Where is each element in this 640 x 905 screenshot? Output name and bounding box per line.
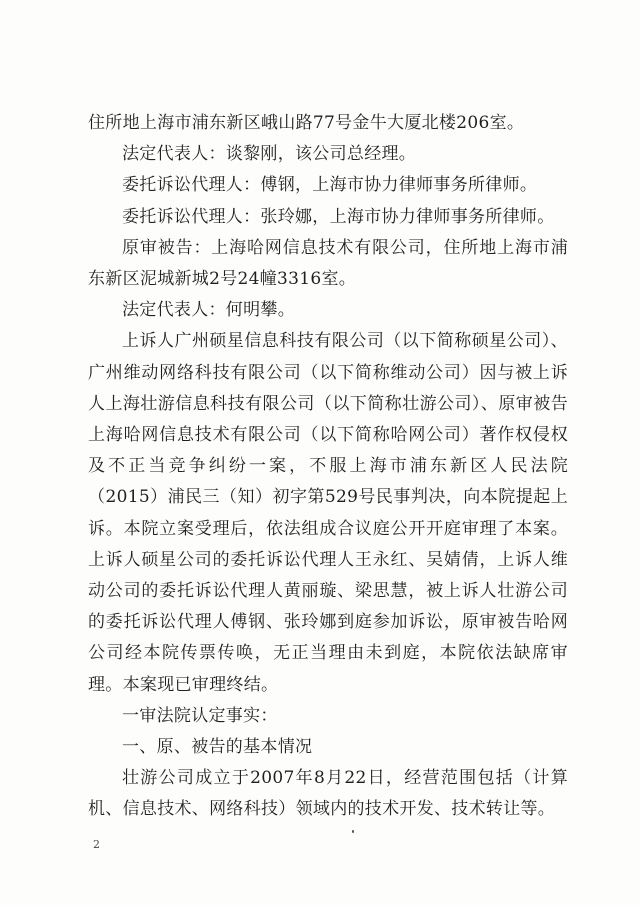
document-body	[88, 108, 568, 826]
paragraph-company-address: 住所地上海市浦东新区峨山路77号金牛大厦北楼206室。	[88, 113, 525, 133]
paragraph-original-defendant: 原审被告：上海哈网信息技术有限公司，住所地上海市浦东新区泥城新城2号24幢3316室。	[88, 237, 568, 290]
paragraph-case-summary: 上诉人广州硕星信息科技有限公司（以下简称硕星公司）、广州维动网络科技有限公司（以下简称维动公司）因与被上诉人上海壮游信息科技有限公司（以下简称壮游公司）、原审被告上海哈网信息技术有限公司（以下简称哈网公司）著作权侵权及不正当竞争纠纷一案，不服上海市浦东新区人民法院（2015）浦民三（知）初字第529号民事判决，向本院提起上诉。本院立案受理后，依法组成合议庭公开开庭审理了本案。上诉人硕星公司的委托诉讼代理人王永红、吴婧倩，上诉人维动公司的委托诉讼代理人黄丽璇、梁思慧，被上诉人壮游公司的委托诉讼代理人傅钢、张玲娜到庭参加诉讼，原审被告哈网公司经本院传票传唤，无正当理由未到庭，本院依法缺席审理。本案现已审理终结。	[88, 331, 568, 695]
scan-speck	[352, 830, 354, 833]
paragraph-defendant-representative: 法定代表人：何明攀。	[122, 300, 295, 321]
paragraph-first-instance-facts: 一审法院认定事实：	[122, 705, 278, 726]
paragraph-company-founding: 壮游公司成立于2007年8月22日，经营范围包括（计算机、信息技术、网络科技）领域内的技术开发、技术转让等。	[88, 768, 568, 820]
paragraph-agent-zhang-lingna: 委托诉讼代理人：张玲娜，上海市协力律师事务所律师。	[122, 206, 555, 227]
paragraph-legal-representative: 法定代表人：谈黎刚，该公司总经理。	[122, 144, 417, 165]
page-number: 2	[93, 838, 100, 851]
paragraph-section-heading: 一、原、被告的基本情况	[122, 737, 313, 758]
paragraph-agent-fu-gang: 委托诉讼代理人：傅钢，上海市协力律师事务所律师。	[122, 175, 538, 196]
